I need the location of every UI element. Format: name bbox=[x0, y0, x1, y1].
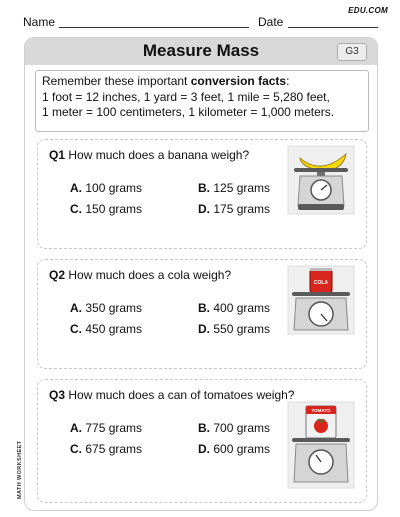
q1-option-d-letter: D. bbox=[198, 202, 210, 216]
q3-option-b-letter: B. bbox=[198, 421, 210, 435]
conversion-facts-box bbox=[35, 70, 369, 132]
question-1-text bbox=[49, 148, 249, 162]
question-1-number: Q1 bbox=[49, 148, 66, 162]
grade-badge: G3 bbox=[337, 43, 367, 61]
question-1-card bbox=[37, 139, 367, 249]
name-date-row bbox=[23, 15, 378, 31]
q2-option-b-text: 400 grams bbox=[213, 301, 271, 315]
q2-option-d[interactable] bbox=[198, 322, 270, 336]
question-2-prompt: How much does a cola weigh? bbox=[68, 268, 232, 282]
q2-option-d-text: 550 grams bbox=[213, 322, 271, 336]
q1-option-d[interactable] bbox=[198, 202, 270, 216]
cola-can-label: COLA bbox=[313, 280, 329, 286]
title-bar bbox=[25, 38, 377, 65]
q2-option-a[interactable] bbox=[70, 301, 142, 315]
question-3-card bbox=[37, 379, 367, 503]
sidebar-label: MATH WORKSHEET bbox=[17, 440, 23, 499]
q3-option-d-letter: D. bbox=[198, 442, 210, 456]
q2-option-b-letter: B. bbox=[198, 301, 210, 315]
q3-option-d[interactable] bbox=[198, 442, 270, 456]
q2-option-b[interactable] bbox=[198, 301, 270, 315]
question-2-card bbox=[37, 259, 367, 369]
q3-option-c-letter: C. bbox=[70, 442, 82, 456]
question-3-text bbox=[49, 388, 294, 402]
brand-logo: EDU.COM bbox=[348, 6, 388, 15]
q1-option-d-text: 175 grams bbox=[213, 202, 271, 216]
q2-option-c-letter: C. bbox=[70, 322, 82, 336]
q1-option-b[interactable] bbox=[198, 181, 270, 195]
name-line[interactable] bbox=[59, 27, 249, 28]
tomato-scale-icon bbox=[286, 400, 356, 490]
question-1-prompt: How much does a banana weigh? bbox=[68, 148, 250, 162]
facts-line-2: 1 foot = 12 inches, 1 yard = 3 feet, 1 mile = 5,280 feet, bbox=[42, 89, 330, 104]
q2-option-c-text: 450 grams bbox=[85, 322, 143, 336]
q1-option-c[interactable] bbox=[70, 202, 142, 216]
worksheet-frame bbox=[24, 37, 378, 511]
q1-option-a[interactable] bbox=[70, 181, 142, 195]
q1-option-c-letter: C. bbox=[70, 202, 82, 216]
cola-scale-icon bbox=[286, 264, 356, 336]
q2-option-c[interactable] bbox=[70, 322, 142, 336]
question-3-prompt: How much does a can of tomatoes weigh? bbox=[68, 388, 295, 402]
q1-option-c-text: 150 grams bbox=[85, 202, 143, 216]
q2-option-d-letter: D. bbox=[198, 322, 210, 336]
facts-line-3: 1 meter = 100 centimeters, 1 kilometer = 1,000 meters. bbox=[42, 105, 335, 119]
q1-option-a-text: 100 grams bbox=[85, 181, 143, 195]
facts-line-1 bbox=[42, 74, 362, 90]
q1-option-a-letter: A. bbox=[70, 181, 82, 195]
q3-option-c[interactable] bbox=[70, 442, 142, 456]
date-label: Date bbox=[258, 15, 284, 29]
name-label: Name bbox=[23, 15, 56, 29]
q3-option-b-text: 700 grams bbox=[213, 421, 271, 435]
q1-option-b-letter: B. bbox=[198, 181, 210, 195]
question-2-text bbox=[49, 268, 231, 282]
facts-intro: Remember these important bbox=[42, 74, 191, 88]
banana-scale-icon bbox=[286, 144, 356, 216]
tomato-can-label: TOMATO bbox=[311, 408, 331, 413]
facts-emphasis: conversion facts bbox=[190, 74, 287, 88]
q3-option-c-text: 675 grams bbox=[85, 442, 143, 456]
q2-option-a-text: 350 grams bbox=[85, 301, 143, 315]
question-2-number: Q2 bbox=[49, 268, 66, 282]
date-line[interactable] bbox=[288, 27, 378, 28]
q3-option-b[interactable] bbox=[198, 421, 270, 435]
worksheet-title: Measure Mass bbox=[142, 41, 260, 60]
q2-option-a-letter: A. bbox=[70, 301, 82, 315]
q3-option-d-text: 600 grams bbox=[213, 442, 271, 456]
question-3-number: Q3 bbox=[49, 388, 66, 402]
facts-colon: : bbox=[286, 74, 290, 88]
q3-option-a-letter: A. bbox=[70, 421, 82, 435]
q1-option-b-text: 125 grams bbox=[213, 181, 271, 195]
q3-option-a[interactable] bbox=[70, 421, 142, 435]
q3-option-a-text: 775 grams bbox=[85, 421, 143, 435]
